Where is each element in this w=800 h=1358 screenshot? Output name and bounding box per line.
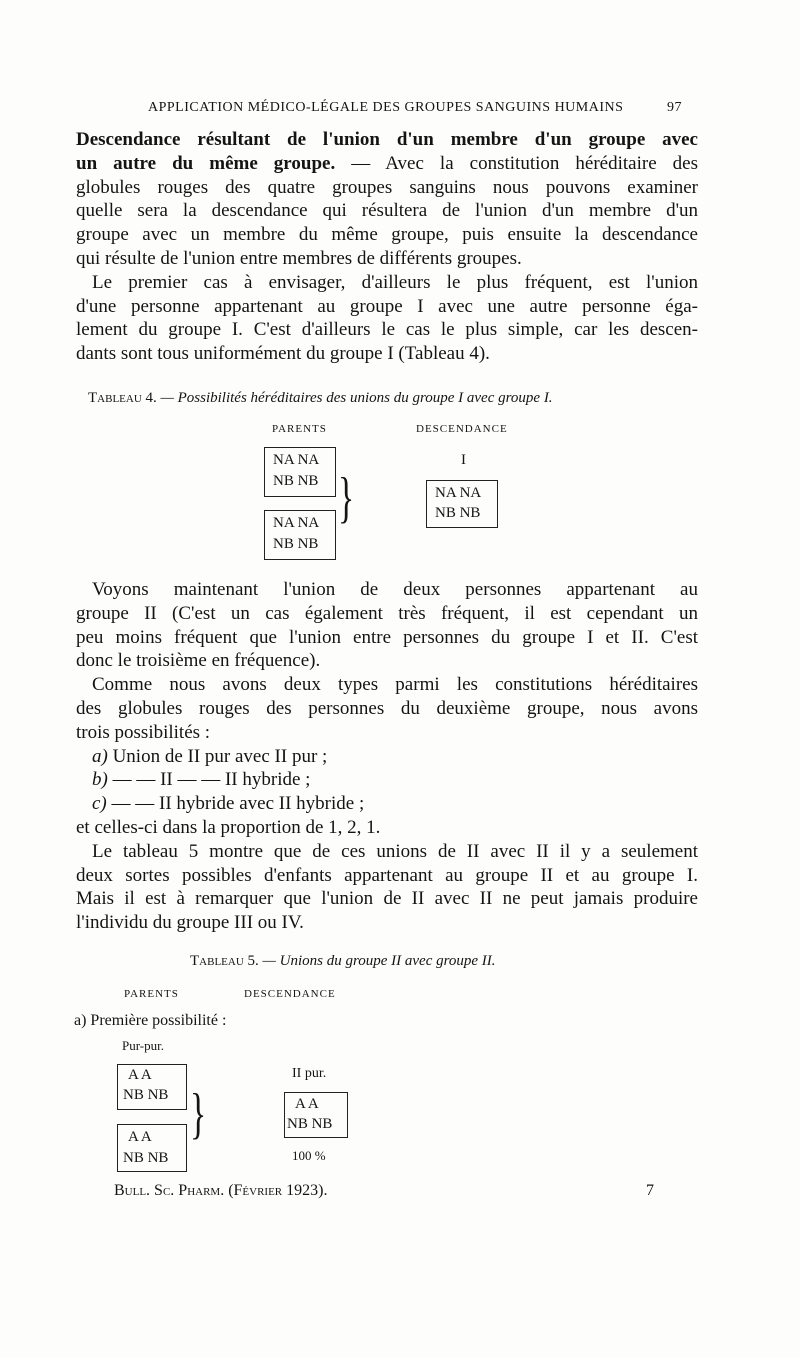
section-heading-line2 xyxy=(76,152,698,176)
list-text: — — II — — II hybride ; xyxy=(112,769,311,791)
paragraph-line: trois possibilités : xyxy=(76,721,211,743)
list-item xyxy=(76,768,698,792)
paragraph-line: l'individu du groupe III ou IV. xyxy=(76,912,304,934)
cell: NA NA xyxy=(435,485,482,501)
paragraph-line: des globules rouges des personnes du deuxième groupe, nous avons xyxy=(76,697,698,719)
table5-parent2-box xyxy=(117,1124,187,1172)
paragraph-line: dants sont tous uniformément du groupe I (Tableau 4). xyxy=(76,343,490,365)
table5-descendance-header: DESCENDANCE xyxy=(244,988,336,1000)
list-item xyxy=(76,745,698,769)
list-marker: a) xyxy=(92,745,108,767)
cell: NB NB xyxy=(123,1087,169,1103)
table5-possibility: a) Première possibilité : xyxy=(74,1012,227,1029)
paragraph-line: et celles-ci dans la proportion de 1, 2, 1. xyxy=(76,816,381,838)
paragraph-line: Voyons maintenant l'union de deux personnes appartenant au xyxy=(92,579,698,600)
page-footer xyxy=(114,1182,654,1200)
table5-offspring-label: II pur. xyxy=(292,1066,327,1081)
cell: A A xyxy=(128,1129,152,1145)
cell: NB NB xyxy=(273,536,319,552)
footer-citation: Bull. Sc. Pharm. (Février 1923). xyxy=(114,1182,328,1199)
cell: NB NB xyxy=(123,1150,169,1166)
table4-offspring-group: I xyxy=(461,452,466,468)
paragraph-line: Le tableau 5 montre que de ces unions de II avec II il y a seulement xyxy=(92,840,698,862)
table4-parents-header: PARENTS xyxy=(272,423,327,435)
paragraph-line: donc le troisième en fréquence). xyxy=(76,650,321,672)
paragraph-line: globules rouges des quatre groupes sanguins nous pouvons examiner xyxy=(76,176,698,198)
table5-parents-header: PARENTS xyxy=(124,988,179,1000)
cell: A A xyxy=(128,1067,152,1083)
table4-parent2-box xyxy=(264,510,336,560)
cell: NB NB xyxy=(273,473,319,489)
cell: A A xyxy=(295,1096,319,1112)
paragraph-line: qui résulte de l'union entre membres de différents groupes. xyxy=(76,247,522,269)
list-item xyxy=(76,792,698,816)
section-heading-bold: un autre du même groupe. xyxy=(76,152,336,174)
paragraph-line: Mais il est à remarquer que l'union de II avec II ne peut jamais produire xyxy=(76,888,698,910)
body-block-2 xyxy=(76,578,698,935)
table4-label: Tableau 4. xyxy=(88,390,157,406)
section-heading: Descendance résultant de l'union d'un membre d'un groupe avec xyxy=(76,129,698,150)
paragraph-line: deux sortes possibles d'enfants appartenant au groupe II et au groupe I. xyxy=(76,864,698,886)
list-marker: c) xyxy=(92,793,107,815)
table5-offspring-percent: 100 % xyxy=(292,1148,326,1163)
table5-parent1-box xyxy=(117,1064,187,1110)
list-text: — — II hybride avec II hybride ; xyxy=(111,793,365,815)
paragraph-line: peu moins fréquent que l'union entre personnes du groupe I et II. C'est xyxy=(76,626,698,648)
paragraph-line: d'une personne appartenant au groupe I avec une autre personne éga- xyxy=(76,295,698,317)
paragraph-line: groupe avec un membre du même groupe, puis ensuite la descendance xyxy=(76,224,698,246)
table5-subheading: Pur-pur. xyxy=(122,1038,164,1053)
table5-label: Tableau 5. xyxy=(190,953,259,969)
table5-offspring-box xyxy=(284,1092,348,1138)
cell: NB NB xyxy=(287,1116,333,1132)
table5-brace: } xyxy=(190,1083,207,1145)
cell: NB NB xyxy=(435,505,481,521)
cell: NA NA xyxy=(273,452,320,468)
page-number: 97 xyxy=(667,100,682,115)
paragraph-line: Comme nous avons deux types parmi les constitutions héréditaires xyxy=(92,674,698,696)
running-header xyxy=(148,100,682,116)
table4-offspring-box xyxy=(426,480,498,528)
table5-title: — Unions du groupe II avec groupe II. xyxy=(262,953,496,969)
table5-caption xyxy=(190,953,496,970)
table4-parent1-box xyxy=(264,447,336,497)
section-heading-rest: — Avec la constitution héréditaire des xyxy=(351,152,698,174)
list-marker: b) xyxy=(92,769,108,791)
table4-brace: } xyxy=(338,467,355,529)
list-text: Union de II pur avec II pur ; xyxy=(112,745,328,767)
section-block xyxy=(76,128,698,366)
paragraph-line: groupe II (C'est un cas également très fréquent, il est cependant un xyxy=(76,602,698,624)
paragraph-line: Le premier cas à envisager, d'ailleurs le plus fréquent, est l'union xyxy=(92,271,698,293)
table4-title: — Possibilités héréditaires des unions du groupe I avec groupe I. xyxy=(160,390,553,406)
header-title: APPLICATION MÉDICO-LÉGALE DES GROUPES SANGUINS HUMAINS xyxy=(148,100,624,115)
paragraph-line: quelle sera la descendance qui résultera de l'union d'un membre d'un xyxy=(76,200,698,222)
paragraph-line: lement du groupe I. C'est d'ailleurs le cas le plus simple, car les descen- xyxy=(76,319,698,341)
cell: NA NA xyxy=(273,515,320,531)
signature-number: 7 xyxy=(646,1182,654,1199)
table4-descendance-header: DESCENDANCE xyxy=(416,423,508,435)
table4-caption xyxy=(88,390,553,407)
